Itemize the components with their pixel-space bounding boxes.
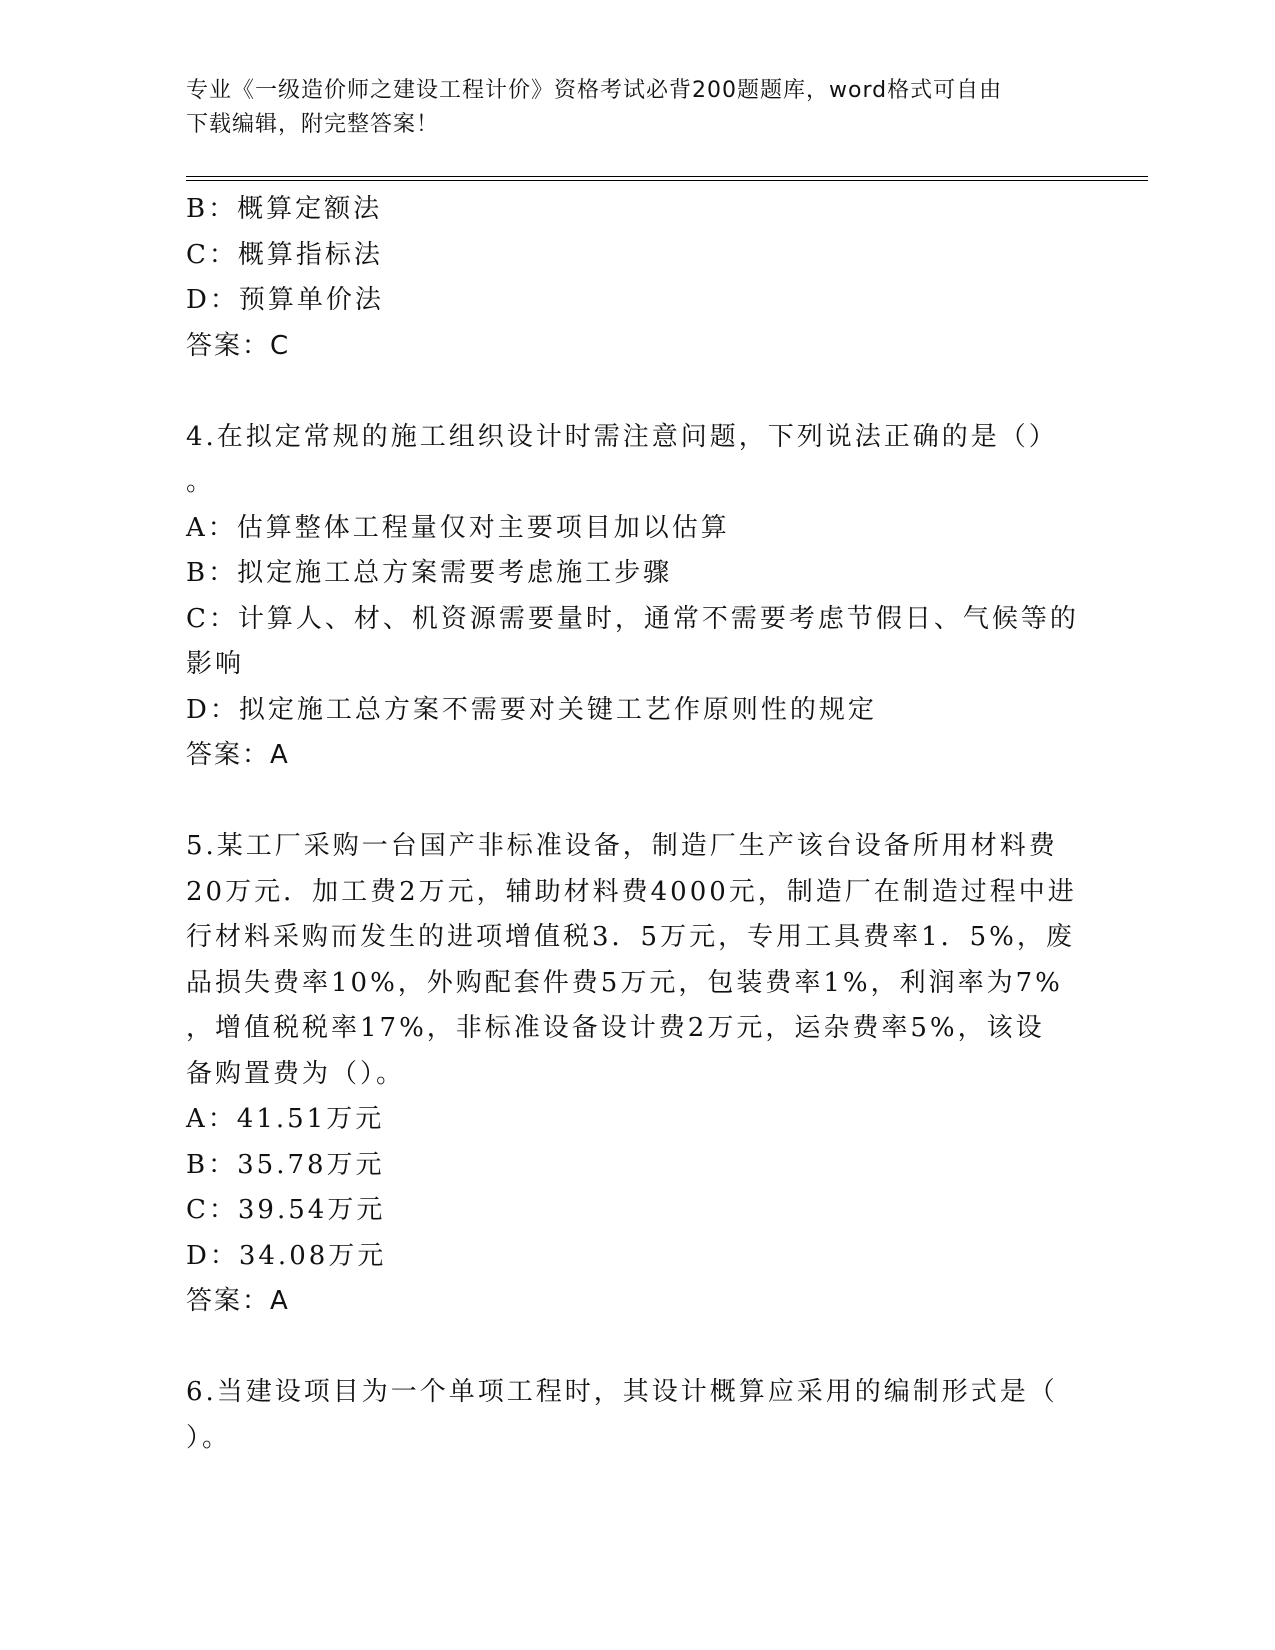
option-line: B：概算定额法 <box>186 194 383 224</box>
header-divider <box>186 176 1148 181</box>
question-line: ）。 <box>186 1422 232 1453</box>
question-line: 行材料采购而发生的进项增值税3．5万元，专用工具费率1．5%，废 <box>186 922 1075 952</box>
option-line: D：预算单价法 <box>186 285 384 315</box>
answer-line: 答案：C <box>186 330 291 361</box>
question-line: 4.在拟定常规的施工组织设计时需注意问题，下列说法正确的是（） <box>186 421 1058 452</box>
option-line: B：35.78万元 <box>186 1149 385 1180</box>
option-line: C：39.54万元 <box>186 1195 386 1225</box>
option-line: D：34.08万元 <box>186 1240 387 1271</box>
question-line: 20万元．加工费2万元，辅助材料费4000元，制造厂在制造过程中进 <box>186 876 1077 907</box>
answer-line: 答案：A <box>186 740 290 770</box>
question-line: 备购置费为（）。 <box>186 1058 406 1089</box>
answer-line: 答案：A <box>186 1286 290 1316</box>
question-line: 6.当建设项目为一个单项工程时，其设计概算应采用的编制形式是（ <box>186 1377 1058 1407</box>
blank-gap <box>186 1325 1086 1371</box>
question-line: 5.某工厂采购一台国产非标准设备，制造厂生产该台设备所用材料费 <box>186 831 1058 861</box>
document-body <box>186 187 1086 1461</box>
question-line: 。 <box>186 467 216 497</box>
option-line: A：估算整体工程量仅对主要项目加以估算 <box>186 512 730 543</box>
option-line: 影响 <box>186 649 245 679</box>
header-line-1: 专业《一级造价师之建设工程计价》资格考试必背200题题库，word格式可自由 <box>186 78 1003 103</box>
question-line: 品损失费率10%，外购配套件费5万元，包装费率1%，利润率为7% <box>186 967 1063 998</box>
document-header <box>186 74 1086 142</box>
option-line: A：41.51万元 <box>186 1104 385 1134</box>
blank-gap <box>186 369 1086 415</box>
option-line: C：计算人、材、机资源需要量时，通常不需要考虑节假日、气候等的 <box>186 603 1079 634</box>
option-line: D：拟定施工总方案不需要对关键工艺作原则性的规定 <box>186 694 877 725</box>
question-line: ，增值税税率17%，非标准设备设计费2万元，运杂费率5%，该设 <box>186 1013 1045 1043</box>
blank-gap <box>186 779 1086 825</box>
header-line-2: 下载编辑，附完整答案！ <box>186 112 440 137</box>
option-line: C：概算指标法 <box>186 239 383 270</box>
option-line: B：拟定施工总方案需要考虑施工步骤 <box>186 558 673 588</box>
